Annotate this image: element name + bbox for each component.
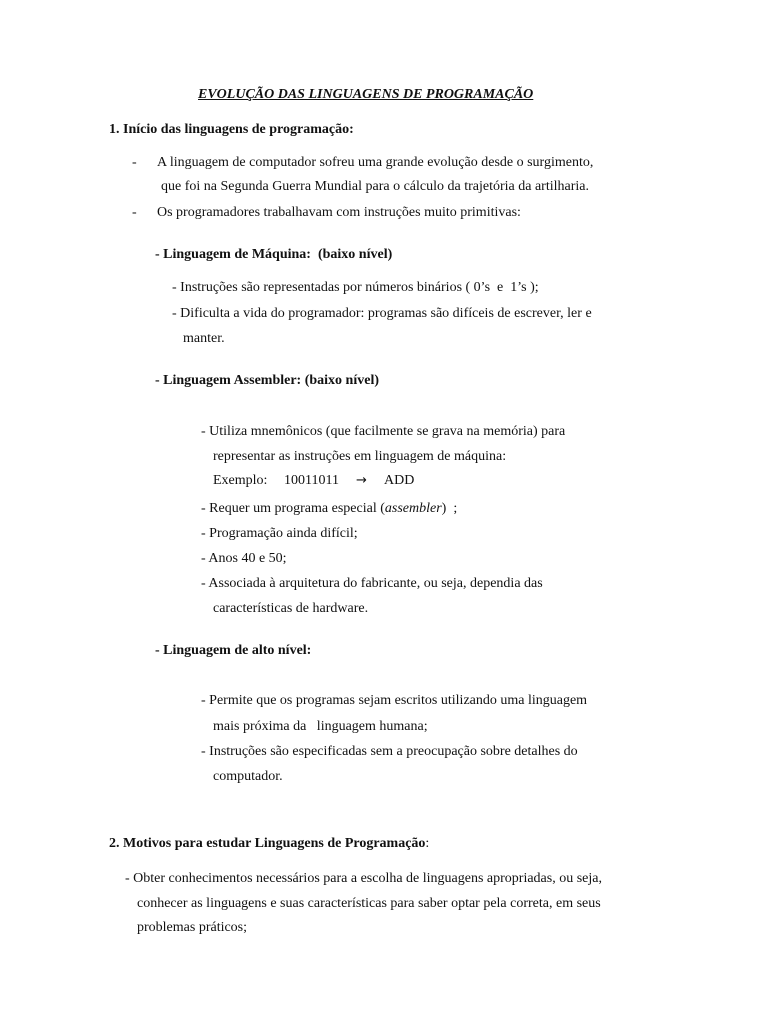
- assembler-item-1-line-1: - Utiliza mnemônicos (que facilmente se grava na memória) para: [201, 424, 566, 439]
- alto-nivel-item-1-line-2: mais próxima da linguagem humana;: [213, 719, 428, 734]
- section-2-heading: 2. Motivos para estudar Linguagens de Programação: [109, 836, 426, 851]
- assembler-item-2: [201, 500, 457, 518]
- alto-nivel-item-2-line-2: computador.: [213, 769, 283, 784]
- alto-nivel-item-2-line-1: - Instruções são especificadas sem a preocupação sobre detalhes do: [201, 744, 578, 759]
- maquina-item-1: - Instruções são representadas por números binários ( 0’s e 1’s );: [172, 280, 539, 295]
- alto-nivel-item-1-line-1: - Permite que os programas sejam escritos utilizando uma linguagem: [201, 693, 588, 708]
- alto-nivel-heading: - Linguagem de alto nível:: [155, 643, 312, 658]
- assembler-item-5-line-1: - Associada à arquitetura do fabricante, ou seja, dependia das: [201, 576, 543, 591]
- assembler-item-4: - Anos 40 e 50;: [201, 551, 287, 566]
- assembler-item-3: - Programação ainda difícil;: [201, 526, 358, 541]
- assembler-item-5-line-2: características de hardware.: [213, 601, 369, 616]
- assembler-item-2-suffix: ) ;: [441, 501, 458, 516]
- section-2-heading-line: [109, 835, 429, 853]
- example-mnemonic: ADD: [384, 473, 415, 488]
- section-2-item-1-line-1: - Obter conhecimentos necessários para a escolha de linguagens apropriadas, ou seja,: [125, 871, 602, 886]
- maquina-item-2-line-2: manter.: [183, 331, 225, 346]
- section-2-item-1-line-2: conhecer as linguagens e suas características para saber optar pela correta, em seus: [137, 896, 601, 911]
- assembler-item-1-line-2: representar as instruções em linguagem de máquina:: [213, 449, 507, 464]
- section-1-heading: 1. Início das linguagens de programação:: [109, 122, 354, 137]
- assembler-item-2-prefix: - Requer um programa especial (: [201, 501, 385, 516]
- assembler-heading: - Linguagem Assembler: (baixo nível): [155, 373, 379, 388]
- example-binary: 10011011: [284, 473, 339, 488]
- section-2-item-1-line-3: problemas práticos;: [137, 920, 248, 935]
- bullet-marker: -: [132, 205, 137, 220]
- section-1-bullet-1-line-2: que foi na Segunda Guerra Mundial para o cálculo da trajetória da artilharia.: [161, 179, 589, 194]
- maquina-item-2-line-1: - Dificulta a vida do programador: programas são difíceis de escrever, ler e: [172, 306, 592, 321]
- section-1-bullet-2: Os programadores trabalhavam com instruções muito primitivas:: [157, 205, 521, 220]
- example-label: Exemplo:: [213, 473, 268, 488]
- section-1-bullet-1-line-1: A linguagem de computador sofreu uma grande evolução desde o surgimento,: [157, 155, 594, 170]
- arrow-right-icon: →: [356, 473, 367, 488]
- section-2-heading-colon: :: [425, 836, 430, 851]
- assembler-item-2-italic: assembler: [384, 501, 442, 516]
- document-title: EVOLUÇÃO DAS LINGUAGENS DE PROGRAMAÇÃO: [198, 87, 534, 102]
- maquina-heading: - Linguagem de Máquina: (baixo nível): [155, 247, 393, 262]
- bullet-marker: -: [132, 155, 137, 170]
